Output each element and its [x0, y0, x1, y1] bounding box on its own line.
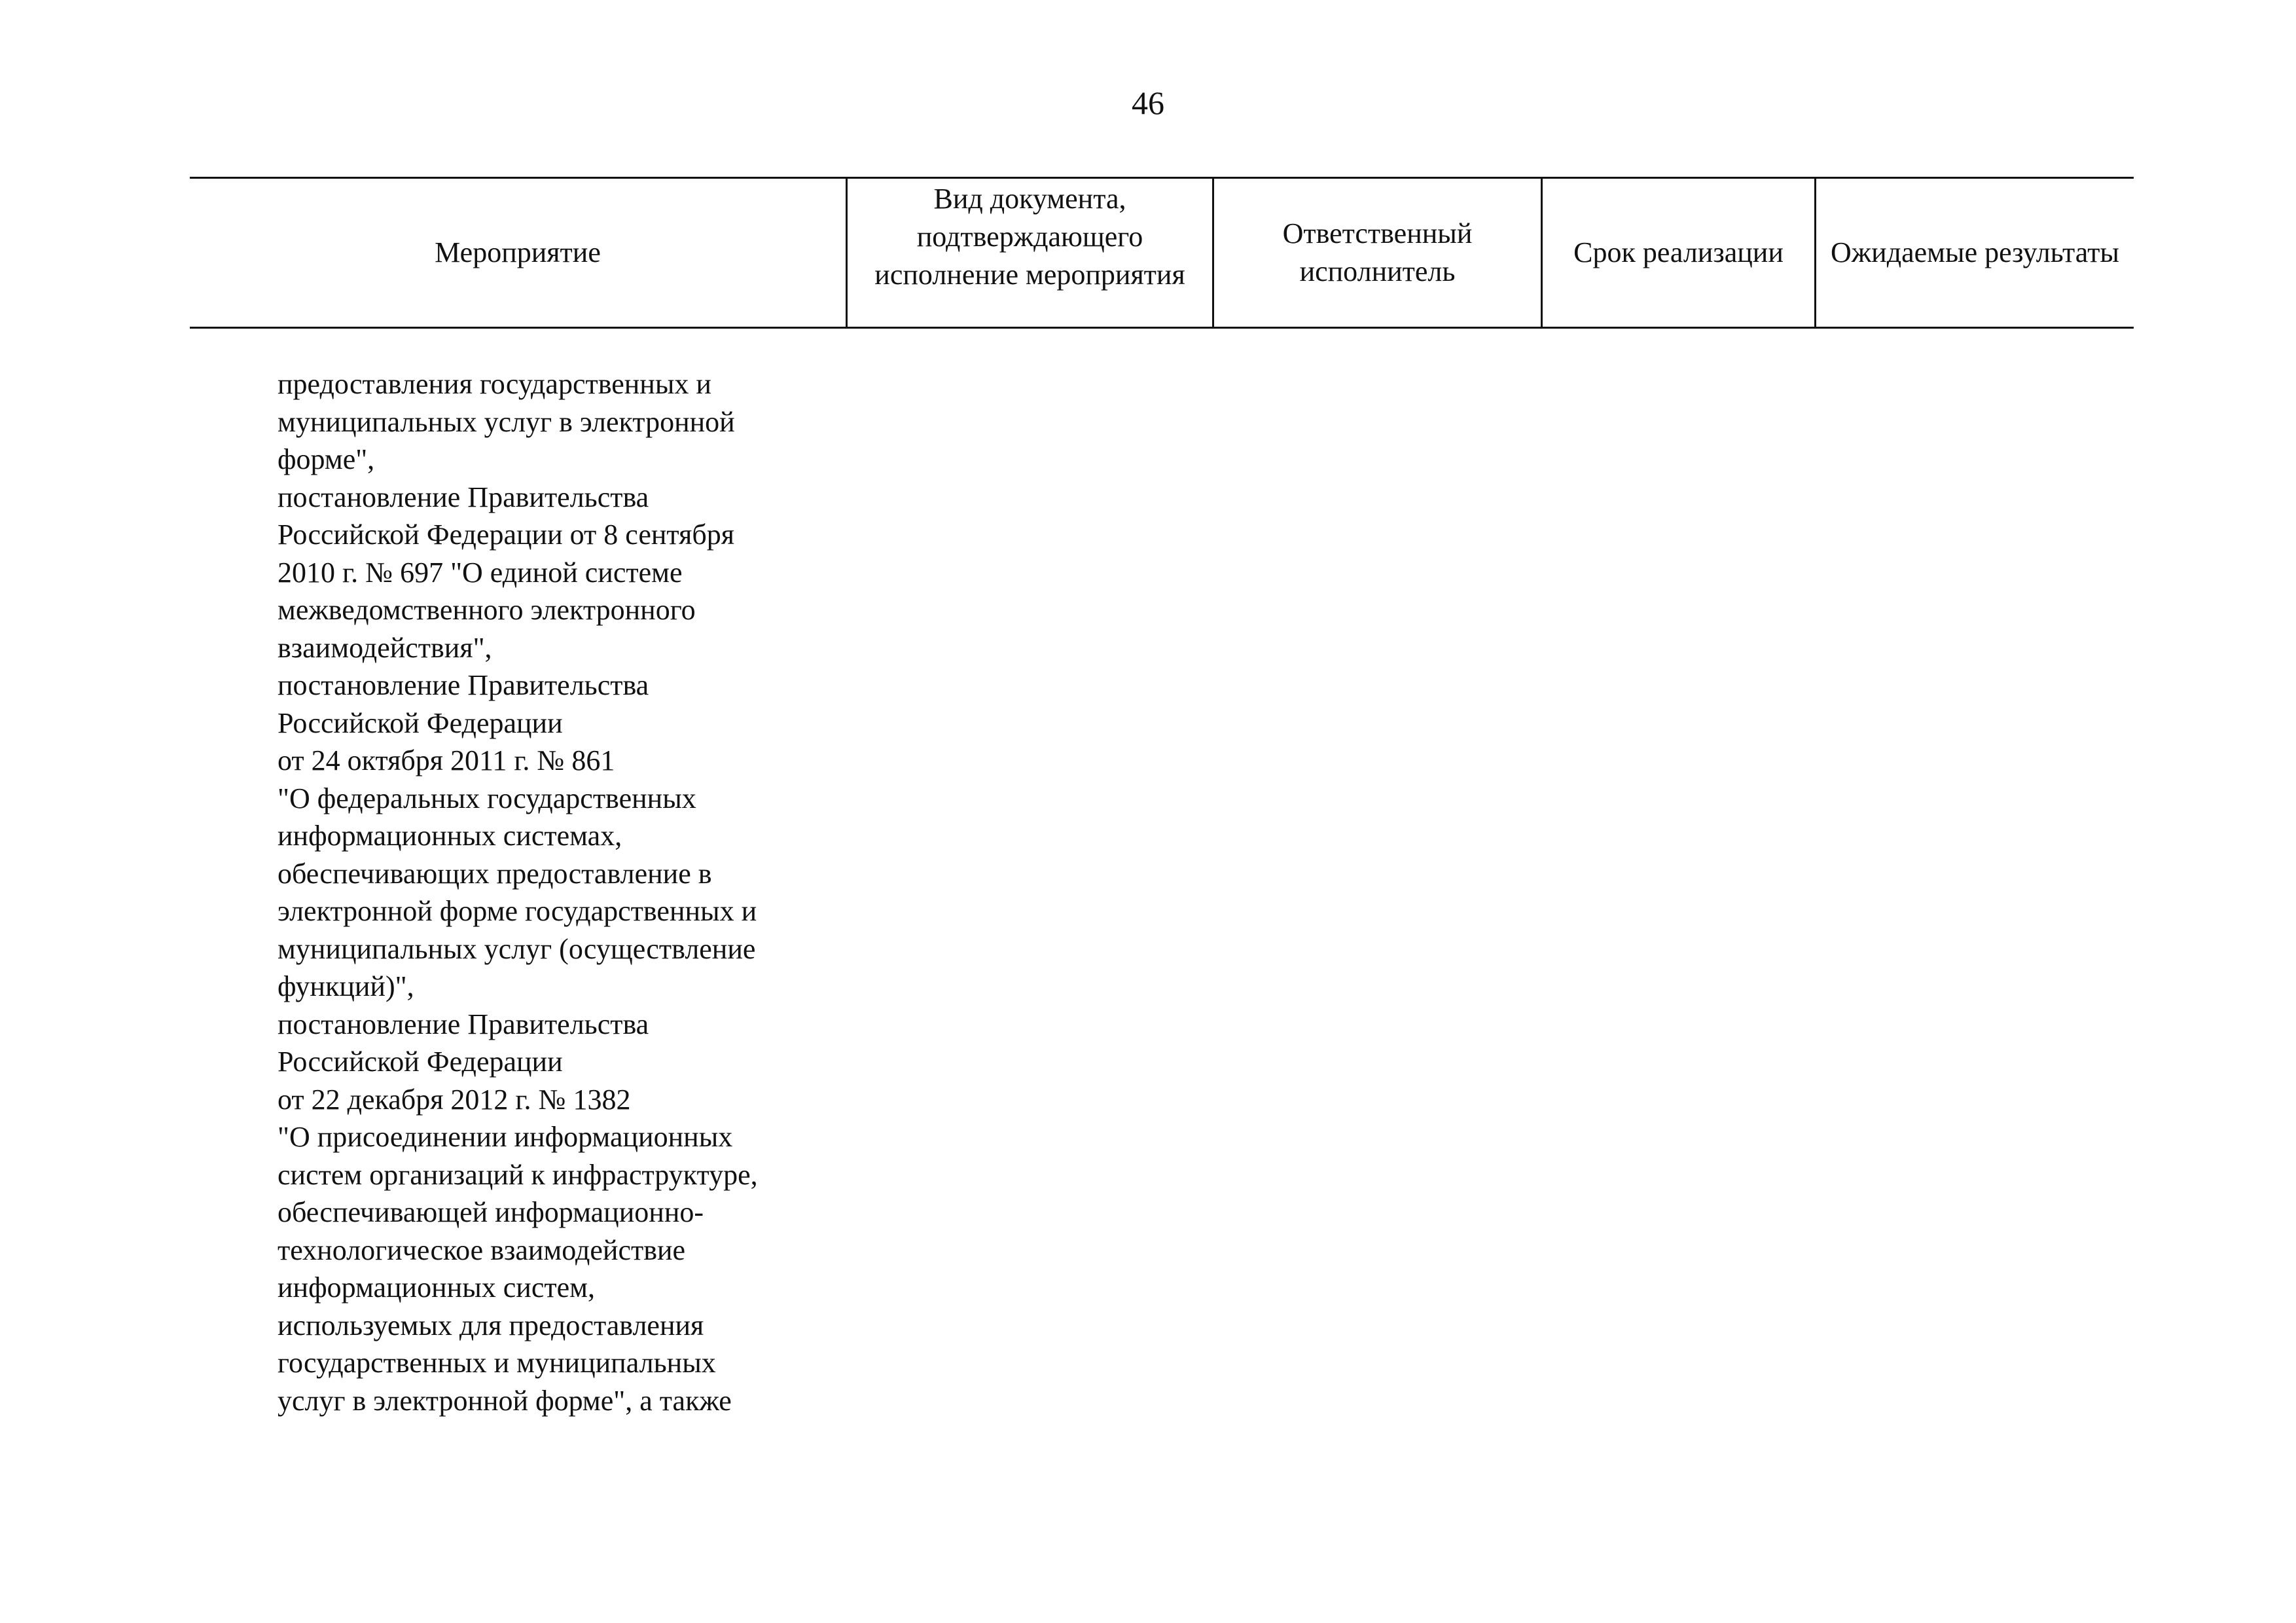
- text-line: информационных систем,: [278, 1271, 595, 1304]
- text-line: государственных и муниципальных: [278, 1347, 716, 1379]
- text-line: электронной форме государственных и: [278, 895, 757, 927]
- text-line: информационных системах,: [278, 820, 622, 852]
- page-number: 46: [1132, 84, 1164, 121]
- text-line: от 24 октября 2011 г. № 861: [278, 744, 615, 776]
- text-line: Российской Федерации: [278, 1046, 563, 1078]
- text-line: обеспечивающей информационно-: [278, 1196, 704, 1228]
- text-line: предоставления государственных и: [278, 368, 711, 400]
- text-line: форме",: [278, 443, 375, 475]
- text-line: систем организаций к инфраструктуре,: [278, 1158, 758, 1191]
- text-line: взаимодействия",: [278, 631, 492, 664]
- text-line: Российской Федерации: [278, 706, 563, 739]
- text-line: Российской Федерации от 8 сентября: [278, 519, 734, 551]
- text-line: используемых для предоставления: [278, 1309, 704, 1341]
- header-deadline: Срок реализации: [1541, 179, 1814, 327]
- header-measure: Мероприятие: [435, 236, 601, 268]
- header-expected-results: Ожидаемые результаты: [1814, 179, 2134, 327]
- header-document-type: Вид документа, подтверждающего исполнение мероприятия: [846, 179, 1212, 327]
- text-line: от 22 декабря 2012 г. № 1382: [278, 1083, 631, 1116]
- text-line: функций)",: [278, 970, 414, 1002]
- text-line: "О федеральных государственных: [278, 782, 696, 814]
- header-responsible: Ответственный исполнитель: [1212, 179, 1541, 327]
- text-line: услуг в электронной форме", а также: [278, 1384, 732, 1417]
- table-header: [190, 177, 2134, 329]
- text-line: постановление Правительства: [278, 669, 649, 701]
- text-line: 2010 г. № 697 "О единой системе: [278, 556, 683, 589]
- text-line: технологическое взаимодействие: [278, 1233, 686, 1266]
- measure-text: [278, 365, 867, 1419]
- text-line: постановление Правительства: [278, 1008, 649, 1040]
- text-line: муниципальных услуг в электронной: [278, 405, 735, 438]
- text-line: обеспечивающих предоставление в: [278, 857, 712, 890]
- text-line: муниципальных услуг (осуществление: [278, 932, 756, 965]
- text-line: межведомственного электронного: [278, 594, 696, 626]
- text-line: постановление Правительства: [278, 481, 649, 513]
- text-line: "О присоединении информационных: [278, 1121, 733, 1153]
